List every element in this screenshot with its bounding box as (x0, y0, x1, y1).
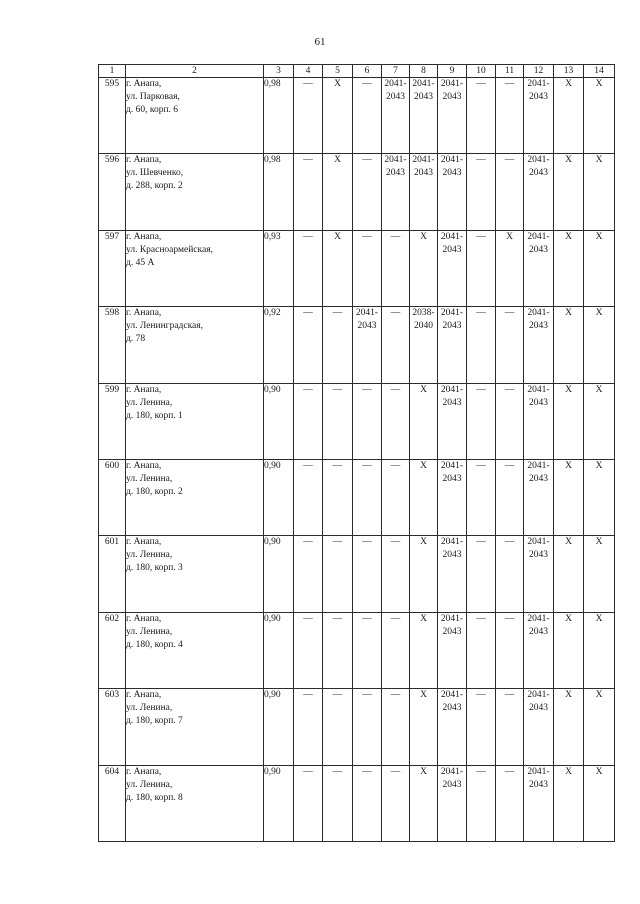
col-12-cell (524, 689, 554, 765)
column-header: 2 (126, 65, 264, 78)
cell-line: — (390, 690, 401, 701)
col-6-cell (353, 307, 382, 383)
col-8-cell (410, 230, 438, 306)
column-header: 10 (467, 65, 496, 78)
col-11-cell: — (496, 154, 524, 230)
cell-line: Х (420, 613, 427, 624)
address-line: г. Анапа, (126, 613, 162, 624)
col-8-cell (410, 536, 438, 612)
col-9-cell (438, 383, 467, 459)
address-cell (126, 765, 264, 841)
col-8-cell (410, 383, 438, 459)
cell-line: 2043 (442, 397, 462, 408)
cell-line: 2043 (386, 92, 405, 102)
col-6-cell: — (353, 383, 382, 459)
row-number-cell: 603 (99, 689, 126, 765)
col-7-cell (382, 154, 410, 230)
col-4-cell: — (294, 383, 323, 459)
col-14-cell: Х (584, 612, 615, 688)
address-cell (126, 536, 264, 612)
address-line: г. Анапа, (126, 384, 162, 395)
column-header: 9 (438, 65, 467, 78)
address-line: ул. Шевченко, (126, 168, 184, 179)
column-header: 3 (264, 65, 294, 78)
cell-line: 2043 (414, 168, 433, 179)
cell-line: 2043 (529, 168, 548, 179)
value-cell: 0,92 (264, 307, 294, 383)
cell-line: 2043 (442, 550, 462, 561)
col-10-cell: — (467, 765, 496, 841)
col-7-cell (382, 536, 410, 612)
cell-line: 2041- (527, 460, 550, 471)
cell-line: Х (420, 384, 427, 395)
cell-line: 2043 (442, 626, 462, 637)
address-line: ул. Ленина, (126, 397, 173, 408)
column-header: 4 (294, 65, 323, 78)
col-11-cell: — (496, 689, 524, 765)
col-9-cell (438, 689, 467, 765)
col-11-cell: — (496, 459, 524, 535)
col-4-cell: — (294, 612, 323, 688)
column-header: 14 (584, 65, 615, 78)
col-13-cell: Х (554, 383, 584, 459)
cell-line: 2043 (529, 321, 548, 332)
col-12-cell (524, 459, 554, 535)
col-5-cell: Х (323, 154, 353, 230)
col-4-cell: — (294, 154, 323, 230)
column-header: 8 (410, 65, 438, 78)
col-4-cell: — (294, 765, 323, 841)
cell-line: 2043 (442, 703, 462, 714)
col-10-cell: — (467, 612, 496, 688)
col-7-cell (382, 78, 410, 154)
address-line: д. 78 (126, 334, 146, 345)
col-13-cell: Х (554, 154, 584, 230)
address-cell (126, 612, 264, 688)
cell-line: 2043 (442, 473, 462, 484)
cell-line: 2043 (529, 473, 548, 484)
cell-line: 2043 (529, 779, 548, 790)
table-body (99, 78, 615, 842)
cell-line: 2043 (442, 168, 462, 179)
address-line: г. Анапа, (126, 231, 162, 242)
col-5-cell: — (323, 765, 353, 841)
col-7-cell (382, 230, 410, 306)
cell-line: 2041- (384, 79, 407, 89)
table-row (99, 230, 615, 306)
col-8-cell (410, 612, 438, 688)
cell-line: 2041- (527, 308, 550, 319)
col-14-cell: Х (584, 765, 615, 841)
col-6-cell: — (353, 459, 382, 535)
cell-line: — (390, 537, 401, 548)
table-row (99, 459, 615, 535)
col-11-cell: — (496, 307, 524, 383)
column-header: 1 (99, 65, 126, 78)
col-13-cell: Х (554, 765, 584, 841)
address-line: д. 180, корп. 1 (126, 410, 183, 421)
column-header: 13 (554, 65, 584, 78)
col-12-cell (524, 78, 554, 154)
address-line: д. 180, корп. 8 (126, 792, 183, 803)
col-10-cell: — (467, 459, 496, 535)
address-line: д. 180, корп. 7 (126, 716, 183, 727)
col-7-cell (382, 383, 410, 459)
col-5-cell: — (323, 536, 353, 612)
value-cell: 0,90 (264, 459, 294, 535)
col-14-cell: Х (584, 230, 615, 306)
col-5-cell: — (323, 307, 353, 383)
cell-line: Х (420, 690, 427, 701)
address-cell (126, 230, 264, 306)
cell-line: 2040 (414, 321, 433, 332)
col-9-cell (438, 154, 467, 230)
column-header: 6 (353, 65, 382, 78)
col-13-cell: Х (554, 307, 584, 383)
column-header: 11 (496, 65, 524, 78)
address-line: г. Анапа, (126, 690, 162, 701)
cell-line: 2043 (414, 92, 433, 102)
address-line: ул. Ленина, (126, 550, 173, 561)
address-line: г. Анапа, (126, 79, 162, 89)
row-number-cell: 600 (99, 459, 126, 535)
cell-line: — (390, 231, 401, 242)
value-cell: 0,90 (264, 383, 294, 459)
col-14-cell: Х (584, 307, 615, 383)
col-7-cell (382, 765, 410, 841)
col-5-cell: Х (323, 230, 353, 306)
col-7-cell (382, 307, 410, 383)
table-row (99, 689, 615, 765)
col-13-cell: Х (554, 78, 584, 154)
row-number-cell: 597 (99, 230, 126, 306)
col-13-cell: Х (554, 612, 584, 688)
cell-line: 2041- (440, 308, 464, 319)
col-7-cell (382, 459, 410, 535)
col-9-cell (438, 612, 467, 688)
col-12-cell (524, 307, 554, 383)
col-8-cell (410, 689, 438, 765)
col-10-cell: — (467, 154, 496, 230)
cell-line: — (390, 766, 401, 777)
col-5-cell: — (323, 612, 353, 688)
cell-line: 2043 (529, 703, 548, 714)
row-number-cell: 599 (99, 383, 126, 459)
col-14-cell: Х (584, 459, 615, 535)
col-5-cell: — (323, 459, 353, 535)
row-number-cell: 601 (99, 536, 126, 612)
col-9-cell (438, 459, 467, 535)
col-5-cell: — (323, 383, 353, 459)
cell-line: 2041- (527, 79, 550, 89)
col-10-cell: — (467, 536, 496, 612)
header-row (99, 65, 615, 78)
col-12-cell (524, 536, 554, 612)
table-row (99, 383, 615, 459)
col-6-cell: — (353, 765, 382, 841)
address-line: г. Анапа, (126, 460, 162, 471)
cell-line: 2043 (529, 397, 548, 408)
cell-line: 2038- (412, 308, 435, 319)
col-4-cell: — (294, 78, 323, 154)
cell-line: 2041- (527, 155, 550, 166)
col-4-cell: — (294, 307, 323, 383)
cell-line: 2043 (529, 92, 548, 102)
cell-line: 2041- (440, 79, 464, 89)
address-line: г. Анапа, (126, 308, 162, 319)
row-number-cell: 604 (99, 765, 126, 841)
register-table (98, 64, 615, 842)
address-line: ул. Ленина, (126, 779, 173, 790)
col-8-cell (410, 459, 438, 535)
cell-line: 2041- (440, 613, 464, 624)
address-line: д. 45 А (126, 257, 155, 268)
cell-line: 2043 (529, 626, 548, 637)
address-line: г. Анапа, (126, 766, 162, 777)
address-line: д. 288, корп. 2 (126, 181, 183, 192)
col-11-cell: — (496, 765, 524, 841)
table-row (99, 612, 615, 688)
col-8-cell (410, 765, 438, 841)
col-13-cell: Х (554, 230, 584, 306)
cell-line: Х (420, 537, 427, 548)
col-6-cell: — (353, 154, 382, 230)
col-13-cell: Х (554, 536, 584, 612)
table-row (99, 536, 615, 612)
col-11-cell: Х (496, 230, 524, 306)
col-10-cell: — (467, 307, 496, 383)
cell-line: 2043 (442, 92, 462, 102)
col-8-cell (410, 307, 438, 383)
col-6-cell: — (353, 536, 382, 612)
col-14-cell: Х (584, 536, 615, 612)
cell-line: 2043 (442, 321, 462, 332)
address-line: д. 60, корп. 6 (126, 105, 179, 115)
col-9-cell (438, 78, 467, 154)
row-number-cell: 602 (99, 612, 126, 688)
address-line: д. 180, корп. 4 (126, 639, 183, 650)
col-9-cell (438, 536, 467, 612)
address-line: ул. Ленина, (126, 626, 173, 637)
col-10-cell: — (467, 689, 496, 765)
address-cell (126, 78, 264, 154)
table-row (99, 154, 615, 230)
col-13-cell: Х (554, 459, 584, 535)
cell-line: 2043 (442, 244, 462, 255)
page-number: 61 (314, 36, 326, 48)
col-5-cell: Х (323, 78, 353, 154)
value-cell: 0,93 (264, 230, 294, 306)
col-6-cell: — (353, 689, 382, 765)
col-13-cell: Х (554, 689, 584, 765)
cell-line: 2041- (440, 690, 464, 701)
col-4-cell: — (294, 230, 323, 306)
column-header: 12 (524, 65, 554, 78)
col-6-cell: — (353, 78, 382, 154)
cell-line: 2041- (440, 155, 464, 166)
col-4-cell: — (294, 459, 323, 535)
col-7-cell (382, 612, 410, 688)
cell-line: — (390, 460, 401, 471)
cell-line: 2041- (527, 766, 550, 777)
cell-line: 2041- (527, 384, 550, 395)
col-9-cell (438, 765, 467, 841)
col-11-cell: — (496, 78, 524, 154)
table-row (99, 78, 615, 154)
cell-line: Х (420, 460, 427, 471)
cell-line: 2041- (527, 231, 550, 242)
col-6-cell: — (353, 230, 382, 306)
cell-line: 2041- (412, 79, 435, 89)
col-8-cell (410, 154, 438, 230)
address-line: ул. Парковая, (126, 92, 180, 102)
address-line: д. 180, корп. 2 (126, 486, 183, 497)
cell-line: 2043 (386, 168, 405, 179)
address-line: ул. Красноармейская, (126, 244, 213, 255)
address-cell (126, 383, 264, 459)
col-10-cell: — (467, 383, 496, 459)
address-cell (126, 154, 264, 230)
col-14-cell: Х (584, 78, 615, 154)
row-number-cell: 598 (99, 307, 126, 383)
cell-line: Х (420, 766, 427, 777)
column-header: 5 (323, 65, 353, 78)
value-cell: 0,90 (264, 689, 294, 765)
address-line: д. 180, корп. 3 (126, 563, 183, 574)
address-line: ул. Ленинградская, (126, 321, 204, 332)
col-5-cell: — (323, 689, 353, 765)
address-line: г. Анапа, (126, 537, 162, 548)
cell-line: Х (420, 231, 427, 242)
value-cell: 0,98 (264, 78, 294, 154)
col-11-cell: — (496, 383, 524, 459)
column-header: 7 (382, 65, 410, 78)
col-4-cell: — (294, 689, 323, 765)
cell-line: 2043 (529, 550, 548, 561)
address-line: ул. Ленина, (126, 703, 173, 714)
col-9-cell (438, 307, 467, 383)
address-cell (126, 689, 264, 765)
cell-line: 2041- (440, 460, 464, 471)
col-11-cell: — (496, 536, 524, 612)
col-12-cell (524, 230, 554, 306)
cell-line: 2041- (440, 384, 464, 395)
value-cell: 0,90 (264, 612, 294, 688)
col-12-cell (524, 612, 554, 688)
address-cell (126, 307, 264, 383)
cell-line: 2041- (527, 537, 550, 548)
cell-line: 2043 (529, 244, 548, 255)
col-6-cell: — (353, 612, 382, 688)
row-number-cell: 596 (99, 154, 126, 230)
col-10-cell: — (467, 78, 496, 154)
address-line: г. Анапа, (126, 155, 162, 166)
cell-line: 2041- (527, 690, 550, 701)
cell-line: 2041- (412, 155, 435, 166)
cell-line: — (390, 308, 401, 319)
value-cell: 0,90 (264, 765, 294, 841)
cell-line: 2041- (384, 155, 407, 166)
col-14-cell: Х (584, 154, 615, 230)
col-8-cell (410, 78, 438, 154)
address-cell (126, 459, 264, 535)
cell-line: 2041- (355, 308, 379, 319)
col-14-cell: Х (584, 689, 615, 765)
address-line: ул. Ленина, (126, 473, 173, 484)
cell-line: — (390, 384, 401, 395)
col-9-cell (438, 230, 467, 306)
cell-line: 2041- (440, 231, 464, 242)
value-cell: 0,98 (264, 154, 294, 230)
col-14-cell: Х (584, 383, 615, 459)
col-12-cell (524, 154, 554, 230)
cell-line: 2043 (442, 779, 462, 790)
table-row (99, 307, 615, 383)
cell-line: 2041- (527, 613, 550, 624)
cell-line: 2043 (357, 321, 377, 332)
cell-line: 2041- (440, 766, 464, 777)
cell-line: 2041- (440, 537, 464, 548)
value-cell: 0,90 (264, 536, 294, 612)
col-12-cell (524, 765, 554, 841)
row-number-cell: 595 (99, 78, 126, 154)
col-4-cell: — (294, 536, 323, 612)
cell-line: — (390, 613, 401, 624)
col-11-cell: — (496, 612, 524, 688)
col-10-cell: — (467, 230, 496, 306)
col-12-cell (524, 383, 554, 459)
col-7-cell (382, 689, 410, 765)
table-row (99, 765, 615, 841)
